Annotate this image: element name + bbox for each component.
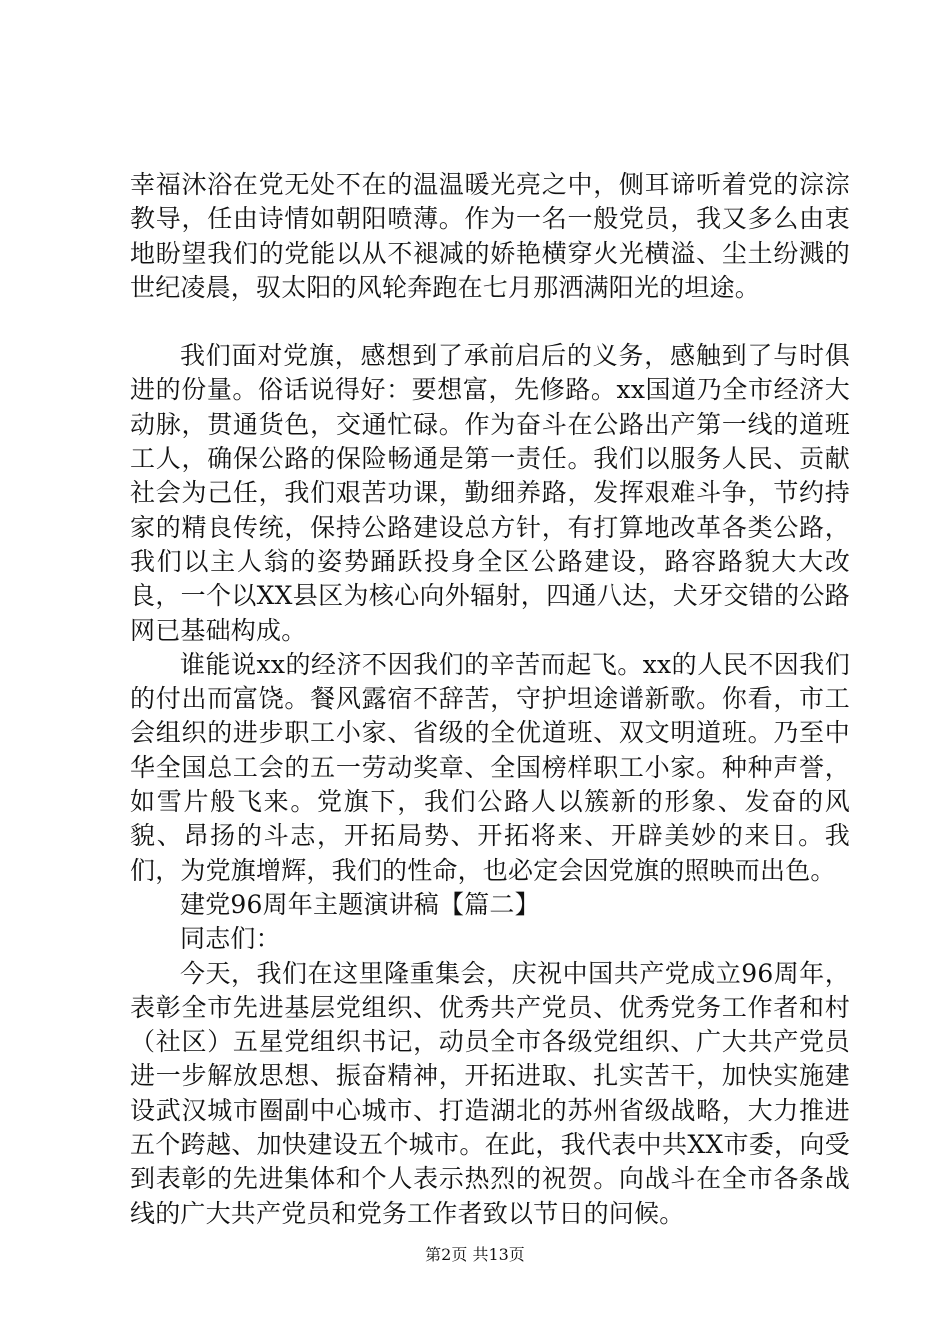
salutation: 同志们： xyxy=(180,924,281,954)
paragraph-continuation: 幸福沐浴在党无处不在的温温暖光亮之中，侧耳谛听着党的淙淙教导，任由诗情如朝阳喷薄。作为一名一般党员，我又多么由衷地盼望我们的党能以从不褪减的娇艳横穿火光横溢、尘土纷溅的世纪凌晨，驭太阳的风轮奔跑在七月那洒满阳光的坦途。 xyxy=(130,170,850,302)
paragraph-speech-opening: 今天，我们在这里隆重集会，庆祝中国共产党成立96周年，表彰全市先进基层党组织、优秀共产党员、优秀党务工作者和村（社区）五星党组织书记，动员全市各级党组织、广大共产党员进一步解放思想、振奋精神，开拓进取、扎实苦干，加快实施建设武汉城市圈副中心城市、打造湖北的苏州省级战略，大力推进五个跨越、加快建设五个城市。在此，我代表中共XX市委，向受到表彰的先进集体和个人表示热烈的祝贺。向战斗在全市各条战线的广大共产党员和党务工作者致以节日的问候。 xyxy=(130,958,850,1228)
section-heading: 建党96周年主题演讲稿【篇二】 xyxy=(180,889,540,919)
paragraph-road-workers: 谁能说xx的经济不因我们的辛苦而起飞。xx的人民不因我们的付出而富饶。餐风露宿不辞苦，守护坦途谱新歌。你看，市工会组织的进步职工小家、省级的全优道班、双文明道班。乃至中华全国总工会的五一劳动奖章、全国榜样职工小家。种种声誉，如雪片般飞来。党旗下，我们公路人以簇新的形象、发奋的风貌、昂扬的斗志，开拓局势、开拓将来、开辟美妙的来日。我们，为党旗增辉，我们的性命，也必定会因党旗的照映而出色。 xyxy=(130,649,850,885)
paragraph-party-flag: 我们面对党旗，感想到了承前启后的义务，感触到了与时俱进的份量。俗话说得好：要想富，先修路。xx国道乃全市经济大动脉，贯通货色，交通忙碌。作为奋斗在公路出产第一线的道班工人，确保公路的保险畅通是第一责任。我们以服务人民、贡献社会为己任，我们艰苦功课，勤细养路，发挥艰难斗争，节约持家的精良传统，保持公路建设总方针，有打算地改革各类公路，我们以主人翁的姿势踊跃投身全区公路建设，路容路貌大大改良，一个以XX县区为核心向外辐射，四通八达，犬牙交错的公路网已基础构成。 xyxy=(130,341,850,645)
page-number-footer: 第2页 共13页 xyxy=(425,1245,525,1264)
document-body xyxy=(130,168,850,1231)
